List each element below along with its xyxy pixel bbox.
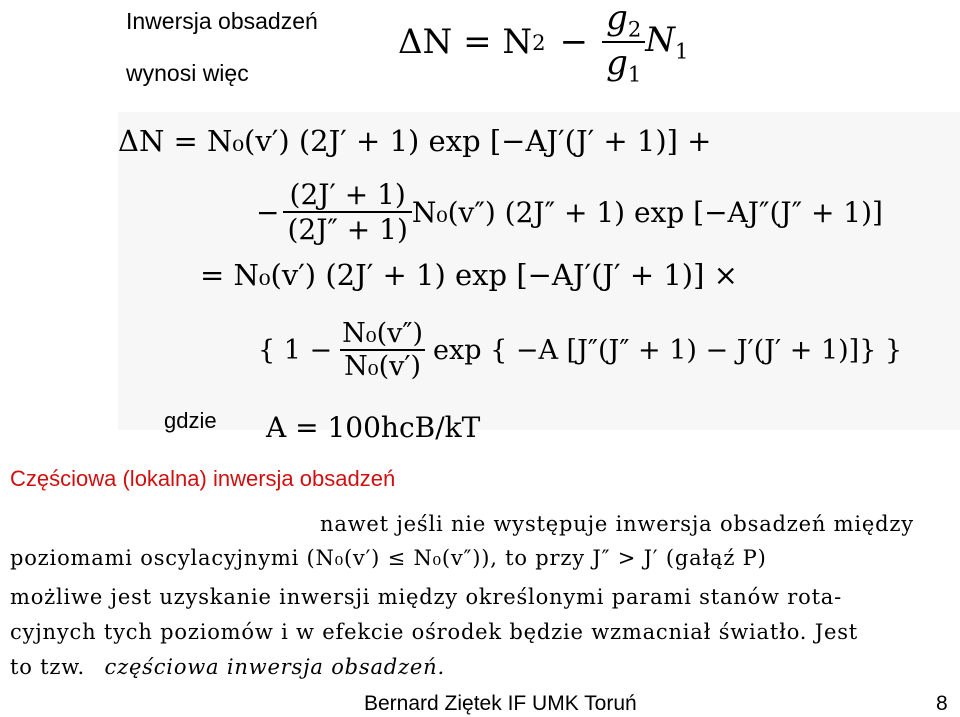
- gdzie-label: gdzie: [164, 408, 217, 433]
- eq-line-2-frac-den: (2J″ + 1): [283, 211, 411, 246]
- paragraph-line-2: poziomami oscylacyjnymi (N₀(v′) ≤ N₀(v″)), to przy J″ > J′ (gałąź P): [10, 546, 767, 570]
- eq-line-2-frac-num: (2J′ + 1): [289, 178, 406, 211]
- header-title: Inwersja obsadzeń: [126, 8, 318, 34]
- top-eq-fraction: [602, 0, 645, 86]
- eq-line-4-frac-den: N₀(v′): [340, 349, 425, 382]
- top-eq-frac-den: $g_1$: [602, 41, 645, 86]
- eq-line-2: [256, 174, 883, 250]
- top-eq-minus: −: [559, 22, 589, 62]
- top-equation: [398, 0, 689, 87]
- eq-line-2-fraction: [283, 178, 411, 246]
- eq-line-4: [258, 308, 902, 392]
- paragraph-line-5: [10, 655, 445, 679]
- eq-line-4-frac-num: N₀(v″): [342, 318, 424, 349]
- top-eq-lhs: ΔN = N: [398, 22, 533, 62]
- eq-line-4-open: { 1 −: [258, 334, 333, 366]
- footer-author: Bernard Ziętek IF UMK Toruń: [364, 692, 637, 715]
- eq-line-2-minus: −: [256, 195, 280, 229]
- top-eq-n2-sub: 2: [532, 29, 546, 55]
- section-title: Częściowa (lokalna) inwersja obsadzeń: [10, 466, 396, 491]
- eq-line-4-rest: exp { −A [J″(J″ + 1) − J′(J′ + 1)]} }: [433, 334, 903, 366]
- paragraph-line-1: nawet jeśli nie występuje inwersja obsadzeń między: [320, 512, 914, 536]
- paragraph-line-5-prefix: to tzw.: [10, 655, 86, 679]
- page-number: 8: [936, 692, 948, 715]
- eq-line-1: ΔN = N₀(v′) (2J′ + 1) exp [−AJ′(J′ + 1)] +: [118, 124, 712, 158]
- header-subtitle: wynosi więc: [126, 60, 249, 86]
- paragraph-line-4: cyjnych tych poziomów i w efekcie ośrodek będzie wzmacniał światło. Jest: [10, 620, 859, 644]
- paragraph-line-5-italic: częściowa inwersja obsadzeń.: [104, 655, 445, 679]
- paragraph-line-3: możliwe jest uzyskanie inwersji między określonymi parami stanów rota-: [10, 585, 843, 609]
- eq-line-3: = N₀(v′) (2J′ + 1) exp [−AJ′(J′ + 1)] ×: [200, 258, 738, 292]
- gdzie-formula: A = 100hcB/kT: [266, 411, 481, 444]
- eq-line-4-fraction: [338, 318, 427, 382]
- top-eq-frac-num: $g_2$: [606, 0, 642, 41]
- top-eq-n1: $N_1$: [645, 20, 689, 64]
- eq-line-2-rest: N₀(v″) (2J″ + 1) exp [−AJ″(J″ + 1)]: [411, 195, 883, 229]
